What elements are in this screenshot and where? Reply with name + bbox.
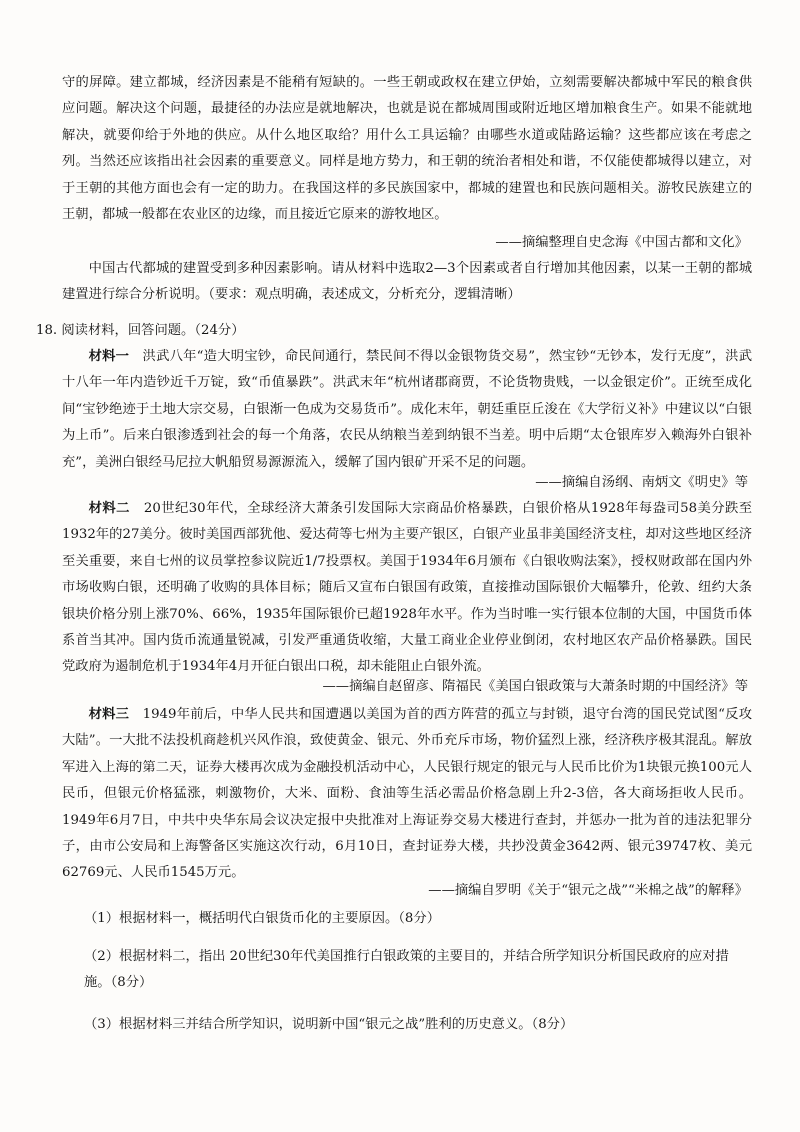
- material-3-text: 1949年前后，中华人民共和国遭遇以美国为首的西方阵营的孤立与封锁，退守台湾的国民党试图“反攻大陆”。一大批不法投机商趁机兴风作浪，致使黄金、银元、外币充斥市场，物价猛烈上涨，经济秩序极其混乱。解放军进入上海的第二天，证券大楼再次成为金融投机活动中心，人民银行规定的银元与人民币比价为1块银元换100元人民币，但银元价格猛涨，刺激物价，大米、面粉、食油等生活必需品价格急剧上升2-3倍，各大商场拒收人民币。1949年6月7日，中共中央华东局会议决定报中央批准对上海证券交易大楼进行查封，并惩办一批为首的违法犯罪分子，由市公安局和上海警备区实施这次行动，6月10日，查封证券大楼，共抄没黄金3642两、银元39747枚、美元62769元、人民币1545万元。: [62, 707, 752, 881]
- material-1: [62, 344, 752, 476]
- intro-paragraph: 守的屏障。建立都城，经济因素是不能稍有短缺的。一些王朝或政权在建立伊始，立刻需要解决都城中军民的粮食供应问题。解决这个问题，最捷径的办法应是就地解决，也就是说在都城周围或附近地区增加粮食生产。如果不能就地解决，就要仰给于外地的供应。从什么地区取给？用什么工具运输？由哪些水道或陆路运输？这些都应该在考虑之列。当然还应该指出社会因素的重要意义。同样是地方势力，和王朝的统治者相处和谐，不仅能使都城得以建立，对于王朝的其他方面也会有一定的助力。在我国这样的多民族国家中，都城的建置也和民族问题相关。游牧民族建立的王朝，都城一般都在农业区的边缘，而且接近它原来的游牧地区。: [62, 75, 752, 223]
- sub-question-1: （1）根据材料一，概括明代白银货币化的主要原因。（8分）: [84, 911, 440, 926]
- intro-source: ——摘编整理自史念海《中国古都和文化》: [495, 235, 748, 250]
- material-3-label: 材料三: [88, 707, 130, 722]
- material-2: [62, 496, 752, 681]
- sub-question-2: （2）根据材料二，指出 20世纪30年代美国推行白银政策的主要目的，并结合所学知识分析国民政府的应对措施。（8分）: [84, 949, 729, 990]
- intro-task: 中国古代都城的建置受到多种因素影响。请从材料中选取2—3个因素或者自行增加其他因素，以某一王朝的都城建置进行综合分析说明。（要求：观点明确，表述成文，分析充分，逻辑清晰）: [62, 261, 752, 303]
- material-1-source: ——摘编自汤纲、南炳文《明史》等: [535, 475, 748, 490]
- sub-question-3: （3）根据材料三并结合所学知识，说明新中国“银元之战”胜利的历史意义。（8分）: [84, 1017, 574, 1032]
- material-2-text: 20世纪30年代，全球经济大萧条引发国际大宗商品价格暴跌，白银价格从1928年每盎司58美分跌至1932年的27美分。彼时美国西部犹他、爱达荷等七州为主要产银区，白银产业虽非美国经济支柱，却对这些地区经济至关重要，来自七州的议员掌控参议院近1/7投票权。美国于1934年6月颁布《白银收购法案》，授权财政部在国内外市场收购白银，还明确了收购的具体目标；随后又宣布白银国有政策，直接推动国际银价大幅攀升，伦敦、纽约大条银块价格分别上涨70%、66%，1935年国际银价已超1928年水平。作为当时唯一实行银本位制的大国，中国货币体系首当其冲。国内货币流通量锐减，引发严重通货收缩，大量工商业企业停业倒闭，农村地区农产品价格暴跌。国民党政府为遏制危机于1934年4月开征白银出口税，却未能阻止白银外流。: [62, 501, 753, 675]
- material-3-source: ——摘编自罗明《关于“银元之战”“米棉之战”的解释》: [428, 883, 748, 898]
- question-18-heading: 18. 阅读材料，回答问题。（24分）: [36, 323, 245, 338]
- material-2-label: 材料二: [88, 501, 130, 516]
- material-2-source: ——摘编自赵留彦、隋福民《美国白银政策与大萧条时期的中国经济》等: [322, 679, 748, 694]
- material-3: [62, 702, 752, 887]
- material-1-label: 材料一: [88, 349, 130, 364]
- material-1-text: 洪武八年“造大明宝钞，命民间通行，禁民间不得以金银物货交易”，然宝钞“无钞本，发行无度”，洪武十八年一年内造钞近千万锭，致“币值暴跌”。洪武末年“杭州诸郡商贾，不论货物贵贱，一以金银定价”。正统至成化间“宝钞绝迹于土地大宗交易，白银渐一色成为交易货币”。成化末年，朝廷重臣丘浚在《大学衍义补》中建议以“白银为上币”。后来白银渗透到社会的每一个角落，农民从纳粮当差到纳银不当差。明中后期“太仓银库岁入赖海外白银补充”，美洲白银经马尼拉大帆船贸易源源流入，缓解了国内银矿开采不足的问题。: [62, 349, 752, 470]
